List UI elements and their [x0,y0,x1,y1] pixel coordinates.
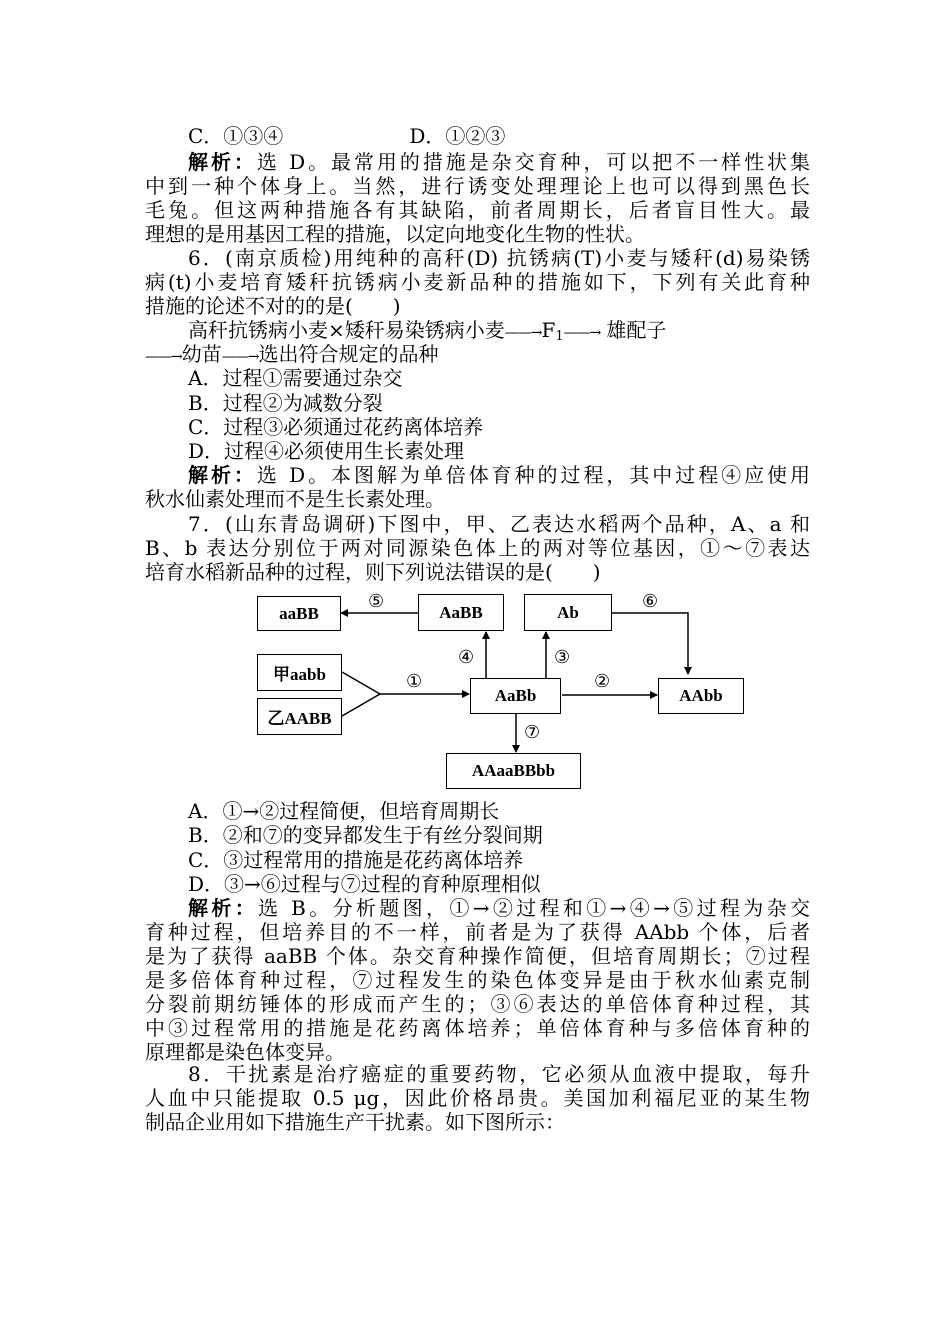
label-step6: ⑥ [642,591,659,612]
label-step1: ① [406,671,423,692]
q8-line-2: 人血中只能提取 0.5 μg，因此价格昂贵。美国加利福尼亚的某生物 [145,1086,810,1110]
q5-option-d: D．①②③ [409,124,506,148]
label-step3: ③ [554,647,571,668]
analysis-label: 解析： [188,896,259,920]
q6-option-d: D．过程④必须使用生长素处理 [188,439,465,463]
breeding-diagram [250,592,750,792]
box-aaBB: aaBB [257,596,341,631]
box-AAbb: AAbb [658,678,744,714]
q5-analysis-line-3: 毛兔。但这两种措施各有其缺陷，前者周期长，后者盲目性大。最 [145,198,810,222]
q7-analysis-line-6: 中③过程常用的措施是花药离体培养；单倍体育种与多倍体育种的 [145,1016,810,1040]
q6-process-line-2: ——→幼苗——→选出符合规定的品种 [145,342,439,366]
q6-option-a: A．过程①需要通过杂交 [188,366,403,390]
q6-process-line-1: 高秆抗锈病小麦×矮秆易染锈病小麦$——\to F_1——\to$ 雄配子 [188,318,667,344]
merge-line-top [342,672,380,694]
q6-stem-line-1: 6．(南京质检)用纯种的高秆(D) 抗锈病(T)小麦与矮秆(d)易染锈 [188,246,810,270]
q7-source: (山东青岛调研) [224,512,376,536]
q6-option-b: B．过程②为减数分裂 [188,391,383,415]
q7-analysis-line-2: 育种过程，但培养目的不一样，前者是为了获得 AAbb 个体，后者 [145,920,810,944]
q5-analysis-line-2: 中到一种个体身上。当然，进行诱变处理理论上也可以得到黑色长 [145,174,810,198]
q7-option-a: A．①→②过程简便，但培育周期长 [188,799,500,823]
label-step7: ⑦ [524,722,541,743]
box-AaBb: AaBb [470,678,561,714]
q5-analysis-line-1: 解析：选 D。最常用的措施是杂交育种，可以把不一样性状集 [188,150,810,174]
q5-option-c: C．①③④ [188,124,284,148]
q6-stem-line-3: 措施的论述不对的的是( ) [145,294,401,318]
box-AaBB: AaBB [418,594,504,631]
q6-analysis-line-2: 秋水仙素处理而不是生长素处理。 [145,487,445,511]
q7-analysis-line-4: 是多倍体育种过程，⑦过程发生的染色体变异是由于秋水仙素克制 [145,968,810,992]
q7-option-c: C．③过程常用的措施是花药离体培养 [188,848,524,872]
q7-stem-line-3: 培育水稻新品种的过程，则下列说法错误的是( ) [145,560,601,584]
box-Ab: Ab [524,594,612,631]
arrow-step6 [612,613,688,674]
box-jia-aabb: 甲aabb [257,654,342,691]
q7-analysis-line-1: 解析：选 B。分析题图，①→②过程和①→④→⑤过程为杂交 [188,896,811,920]
q8-line-1: 8．干扰素是治疗癌症的重要药物，它必须从血液中提取，每升 [188,1062,810,1086]
label-step5: ⑤ [368,591,385,612]
label-step4: ④ [458,647,475,668]
q7-option-d: D．③→⑥过程与⑦过程的育种原理相似 [188,872,541,896]
q6-analysis-line-1: 解析：选 D。本图解为单倍体育种的过程，其中过程④应使用 [188,463,810,487]
analysis-label: 解析： [188,150,257,174]
box-AAaaBBbb: AAaaBBbb [446,753,581,789]
q6-stem-line-2: 病(t)小麦培育矮秆抗锈病小麦新品种的措施如下，下列有关此育种 [145,270,810,294]
q7-analysis-line-7: 原理都是染色体变异。 [145,1040,345,1064]
q7-analysis-line-5: 分裂前期纺锤体的形成而产生的；③⑥表达的单倍体育种过程，其 [145,992,810,1016]
q5-options-cd [188,124,810,148]
q5-analysis-line-4: 理想的是用基因工程的措施，以定向地变化生物的性状。 [145,222,645,246]
q7-stem-line-2: B、b 表达分别位于两对同源染色体上的两对等位基因，①～⑦表达 [145,536,810,560]
box-yi-AABB: 乙AABB [257,698,342,735]
merge-line-bottom [342,694,380,716]
q6-source: (南京质检) [225,246,332,270]
q7-analysis-line-3: 是为了获得 aaBB 个体。杂交育种操作简便，但培育周期长；⑦过程 [145,944,810,968]
q8-line-3: 制品企业用如下措施生产干扰素。如下图所示： [145,1110,565,1134]
q6-option-c: C．过程③必须通过花药离体培养 [188,415,484,439]
label-step2: ② [594,671,611,692]
analysis-label: 解析： [188,463,257,487]
q7-stem-line-1: 7．(山东青岛调研)下图中，甲、乙表达水稻两个品种，A、a 和 [188,512,810,536]
q7-option-b: B．②和⑦的变异都发生于有丝分裂间期 [188,823,543,847]
